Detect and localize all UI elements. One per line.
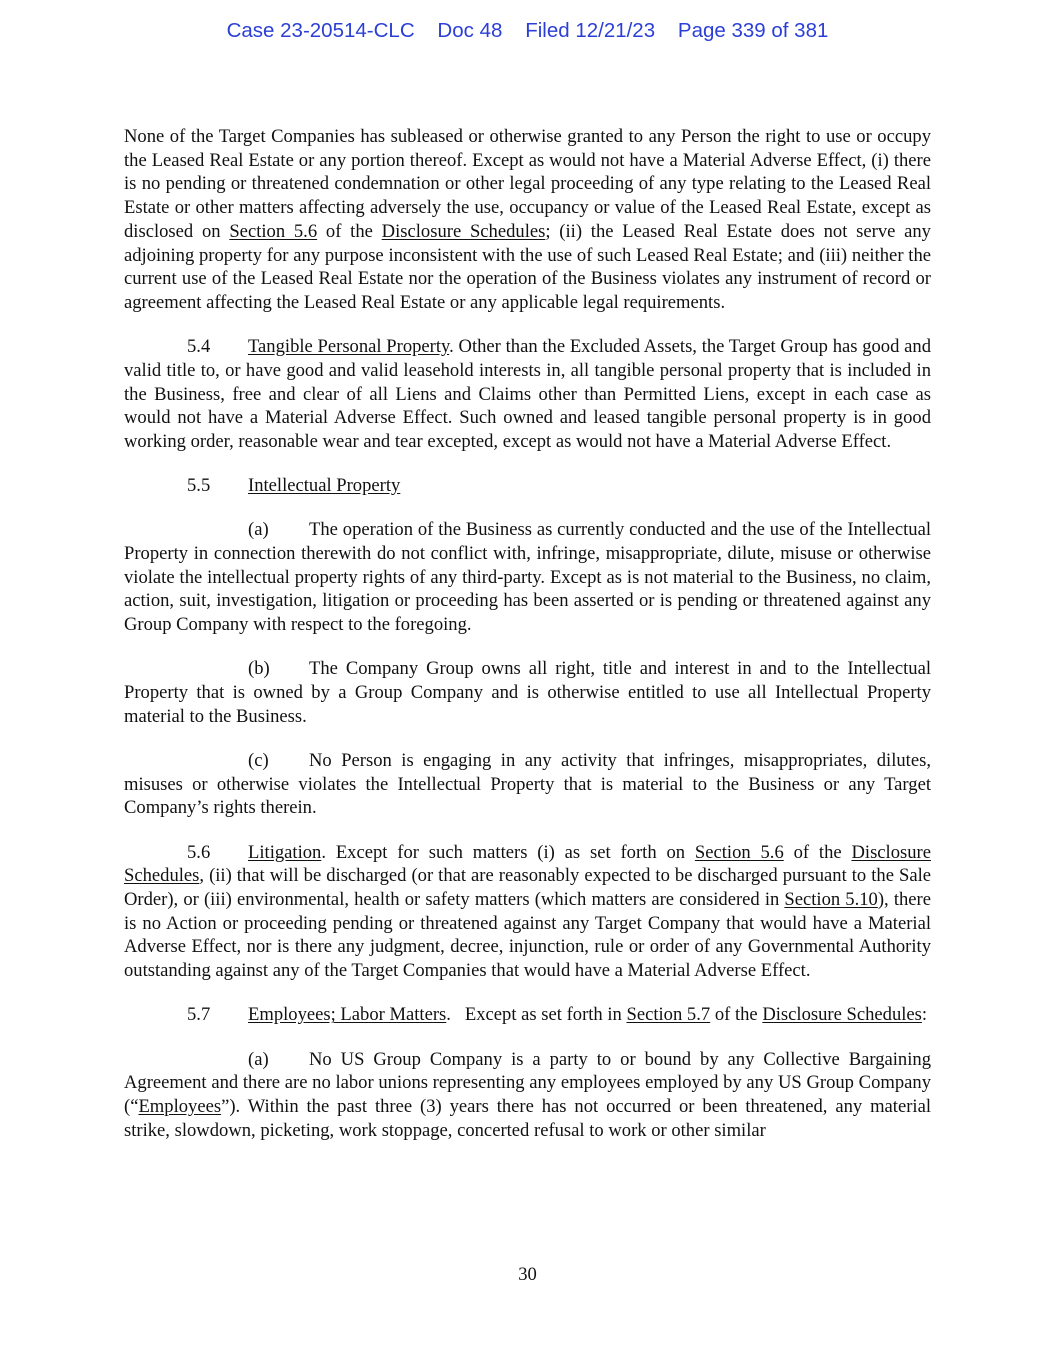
clause-label: (a) [248,1048,269,1070]
section-5-7-a: (a) No US Group Company is a party to or bound by any Collective Bargaining Agreement and there are no labor unions representing any employees employed by any US Group Company (“Employees”). Within the past three (3) years there has not occurred or been threatened, any material strike, slowdown, picketing, work stoppage, concerted refusal to work or other similar [124,1048,931,1141]
section-5-5-c: (c) No Person is engaging in any activity that infringes, misappropriates, dilutes, misuses or otherwise violates the Intellectual Property that is material to the Business or any Target Company’s rights therein. [124,749,931,819]
schedule-ref: Disclosure Schedules [124,841,931,887]
page-count: Page 339 of 381 [677,19,829,42]
section-title: Tangible Personal Property [248,336,450,358]
clause-label: (a) [248,519,269,541]
filed-date: Filed 12/21/23 [525,19,656,42]
clause-label: (c) [248,749,269,771]
document-body [124,125,931,1163]
section-ref: Section 5.6 [229,220,318,242]
section-ref: Section 5.10 [784,888,878,910]
clause-label: (b) [248,658,270,680]
paragraph-leased-real-estate: None of the Target Companies has subleased or otherwise granted to any Person the right to use or occupy the Leased Real Estate or any portion thereof. Except as would not have a Material Adverse Effect, (i) there is no pending or threatened condemnation or other legal proceeding of any type relating to the Leased Real Estate or other matters affecting adversely the use, occupancy or value of the Leased Real Estate, except as disclosed on Section 5.6 of the Disclosure Schedules; (ii) the Leased Real Estate does not serve any adjoining property for any purpose inconsistent with the use of such Leased Real Estate; and (iii) neither the current use of the Leased Real Estate nor the operation of the Business violates any instrument of record or agreement affecting the Leased Real Estate or any applicable legal requirements. [124,126,931,313]
schedule-ref: Disclosure Schedules [762,1004,922,1026]
section-5-5-a: (a) The operation of the Business as currently conducted and the use of the Intellectual Property in connection therewith do not conflict with, infringe, misappropriate, dilute, misuse or otherwise violate the intellectual property rights of any third-party. Except as is not material to the Business, no claim, action, suit, investigation, litigation or proceeding has been asserted or is pending or threatened against any Group Company with respect to the foregoing. [124,519,931,636]
section-number: 5.5 [187,475,211,497]
section-number: 5.6 [187,841,211,863]
section-number: 5.7 [187,1004,211,1026]
doc-number: Doc 48 [437,19,503,42]
case-number: Case 23-20514-CLC [226,19,415,42]
defined-term: Employees [138,1095,222,1117]
case-header [0,19,1055,43]
section-ref: Section 5.7 [626,1004,711,1026]
section-ref: Section 5.6 [694,841,784,863]
section-title: Employees; Labor Matters [248,1004,447,1026]
section-5-7: 5.7 Employees; Labor Matters. Except as set forth in Section 5.7 of the Disclosure Schedules: [187,1004,928,1026]
section-title: Intellectual Property [248,475,401,497]
section-number: 5.4 [187,336,211,358]
schedule-ref: Disclosure Schedules [381,220,546,242]
section-5-5-b: (b) The Company Group owns all right, title and interest in and to the Intellectual Property that is owned by a Group Company and is otherwise entitled to use all Intellectual Property material to the Business. [124,658,931,727]
page-number: 30 [518,1264,537,1285]
section-5-6: 5.6 Litigation. Except for such matters (i) as set forth on Section 5.6 of the Disclosure Schedules, (ii) that will be discharged (or that are reasonably expected to be discharged pursuant to the Sale Order), or (iii) environmental, health or safety matters (which matters are considered in Section 5.10), there is no Action or proceeding pending or threatened against any Target Company that would have a Material Adverse Effect, nor is there any judgment, decree, injunction, rule or order of any Governmental Authority outstanding against any of the Target Companies that would have a Material Adverse Effect. [124,841,931,982]
section-title: Litigation [248,841,322,863]
section-5-5 [124,474,931,498]
section-5-4: 5.4 Tangible Personal Property. Other than the Excluded Assets, the Target Group has good and valid title to, or have good and valid leasehold interests in, all tangible personal property that is included in the Business, free and clear of all Liens and Claims other than Permitted Liens, except in each case as would not have a Material Adverse Effect. Such owned and leased tangible personal property is in good working order, reasonable wear and tear excepted, except as would not have a Material Adverse Effect. [124,336,931,452]
